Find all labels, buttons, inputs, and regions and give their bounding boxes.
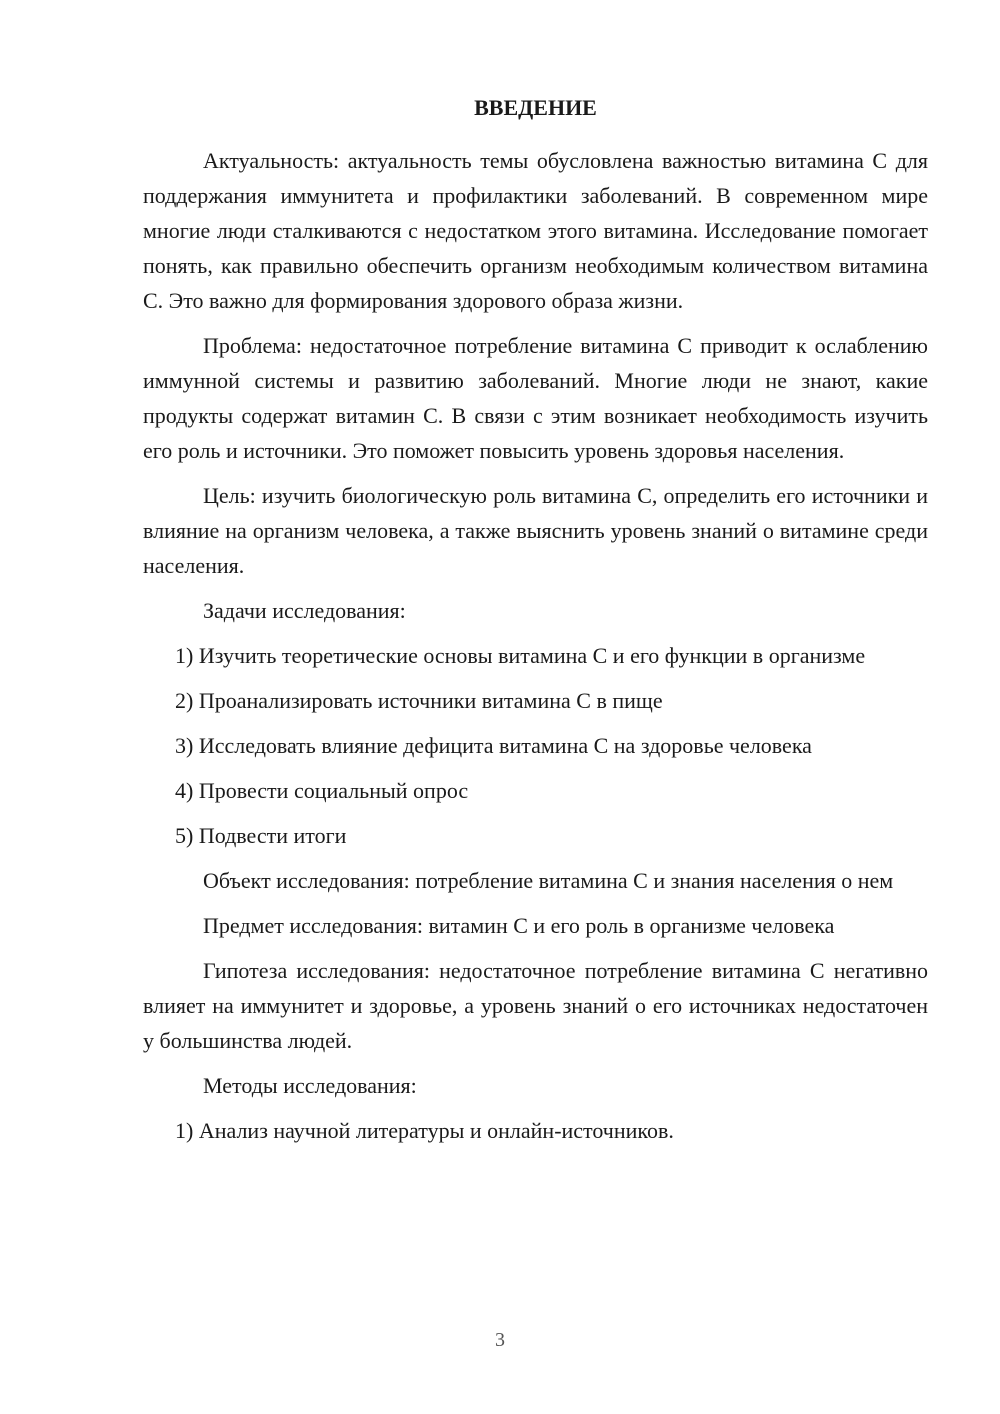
relevance-paragraph: Актуальность: актуальность темы обусловлена важностью витамина С для поддержания иммунитета и профилактики заболеваний. В современном мире многие люди сталкиваются с недостатком этого витамина. Исследование помогает понять, как правильно обеспечить организм необходимым количеством витамина С. Это важно для формирования здорового образа жизни. bbox=[143, 148, 928, 313]
subject-paragraph: Предмет исследования: витамин С и его роль в организме человека bbox=[203, 913, 835, 938]
goal-paragraph: Цель: изучить биологическую роль витамина С, определить его источники и влияние на организм человека, а также выяснить уровень знаний о витамине среди населения. bbox=[143, 483, 928, 578]
hypothesis-paragraph: Гипотеза исследования: недостаточное потребление витамина С негативно влияет на иммунитет и здоровье, а уровень знаний о его источниках недостаточен у большинства людей. bbox=[143, 958, 928, 1053]
tasks-heading: Задачи исследования: bbox=[203, 598, 406, 623]
task-item: 1) Изучить теоретические основы витамина С и его функции в организме bbox=[175, 643, 866, 668]
object-paragraph: Объект исследования: потребление витамина С и знания населения о нем bbox=[203, 868, 894, 893]
task-item: 2) Проанализировать источники витамина С в пище bbox=[175, 688, 663, 713]
methods-heading: Методы исследования: bbox=[203, 1073, 417, 1098]
task-item: 4) Провести социальный опрос bbox=[175, 778, 469, 803]
task-item: 3) Исследовать влияние дефицита витамина С на здоровье человека bbox=[175, 733, 812, 758]
problem-paragraph: Проблема: недостаточное потребление витамина С приводит к ослаблению иммунной системы и развитию заболеваний. Многие люди не знают, какие продукты содержат витамин С. В связи с этим возникает необходимость изучить его роль и источники. Это поможет повысить уровень здоровья населения. bbox=[143, 333, 928, 463]
page-content bbox=[143, 90, 928, 1148]
task-item: 5) Подвести итоги bbox=[175, 823, 347, 848]
method-item: 1) Анализ научной литературы и онлайн-источников. bbox=[175, 1118, 674, 1143]
page-number: 3 bbox=[495, 1329, 505, 1351]
page-title: ВВЕДЕНИЕ bbox=[474, 95, 597, 120]
